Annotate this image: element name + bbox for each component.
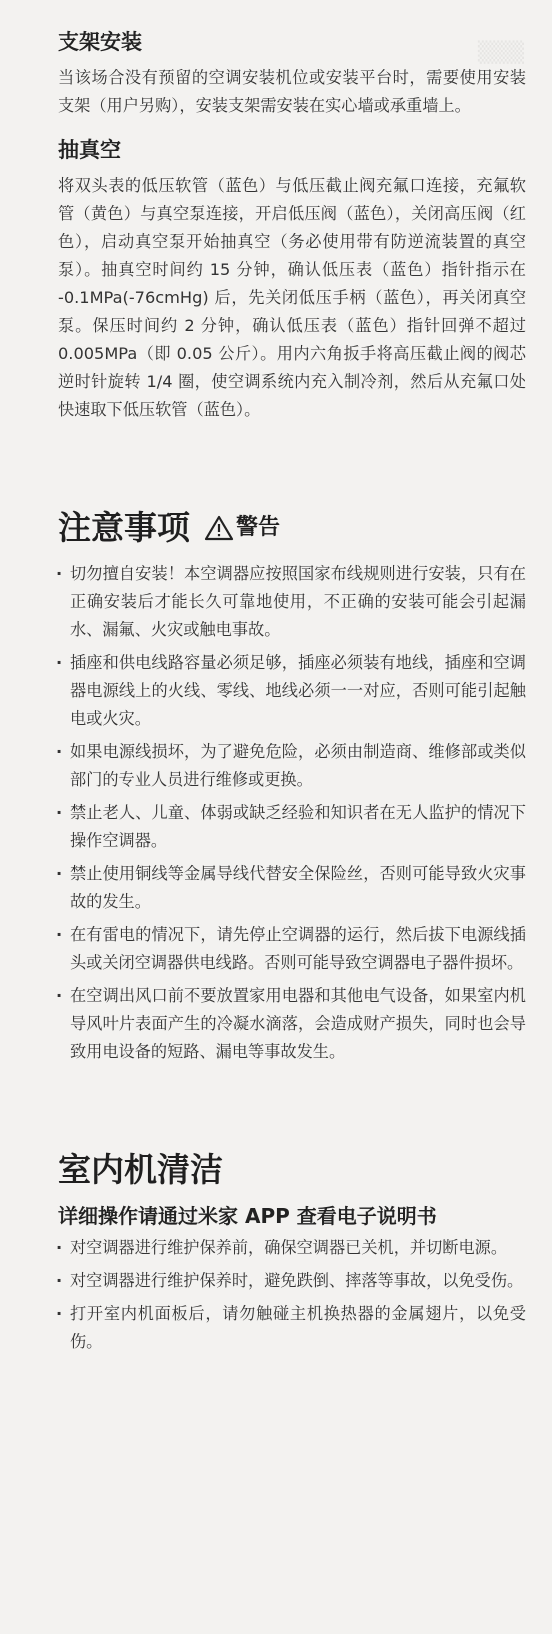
warning-triangle-icon: [204, 515, 234, 541]
list-item: · 对空调器进行维护保养前，确保空调器已关机，并切断电源。: [58, 1234, 526, 1262]
vacuum-section: [58, 136, 526, 424]
cleaning-section: [58, 1148, 526, 1356]
bracket-section: [58, 28, 526, 120]
cleaning-title: 室内机清洁: [58, 1150, 223, 1189]
bleed-through-text: ▒▒▒: [477, 40, 524, 64]
cleaning-subtitle: 详细操作请通过米家 APP 查看电子说明书: [58, 1204, 437, 1228]
bracket-text: 当该场合没有预留的空调安装机位或安装平台时，需要使用安装支架（用户另购），安装支架需安装在实心墙或承重墙上。: [58, 68, 526, 115]
precautions-list: [58, 560, 526, 1066]
list-item: · 在有雷电的情况下，请先停止空调器的运行，然后拔下电源线插头或关闭空调器供电线路。否则可能导致空调器电子器件损坏。: [58, 921, 526, 977]
cleaning-list: [58, 1234, 526, 1356]
list-item: · 禁止使用铜线等金属导线代替安全保险丝，否则可能导致火灾事故的发生。: [58, 860, 526, 916]
list-item: · 在空调出风口前不要放置家用电器和其他电气设备，如果室内机导风叶片表面产生的冷凝水滴落，会造成财产损失，同时也会导致用电设备的短路、漏电等事故发生。: [58, 982, 526, 1066]
bracket-title: 支架安装: [58, 30, 142, 54]
list-item: · 打开室内机面板后，请勿触碰主机换热器的金属翅片，以免受伤。: [58, 1300, 526, 1356]
precautions-heading: [58, 506, 526, 550]
list-item: · 禁止老人、儿童、体弱或缺乏经验和知识者在无人监护的情况下操作空调器。: [58, 799, 526, 855]
precautions-section: [58, 506, 526, 1066]
precautions-title: 注意事项: [58, 508, 190, 547]
vacuum-text: 将双头表的低压软管（蓝色）与低压截止阀充氟口连接，充氟软管（黄色）与真空泵连接，开启低压阀（蓝色），关闭高压阀（红色），启动真空泵开始抽真空（务必使用带有防逆流装置的真空泵）。抽真空时间约 15 分钟，确认低压表（蓝色）指针指示在 -0.1MPa(-76cmHg) 后，先关闭低压手柄（蓝色），再关闭真空泵。保压时间约 2 分钟，确认低压表（蓝色）指针回弹不超过 0.005MPa（即 0.05 公斤）。用内六角扳手将高压截止阀的阀芯逆时针旋转 1/4 圈，使空调系统内充入制冷剂，然后从充氟口处快速取下低压软管（蓝色）。: [58, 176, 526, 419]
warning-label: 警告: [236, 515, 281, 540]
list-item: · 切勿擅自安装！本空调器应按照国家布线规则进行安装，只有在正确安装后才能长久可靠地使用，不正确的安装可能会引起漏水、漏氟、火灾或触电事故。: [58, 560, 526, 644]
warning-badge: [204, 506, 280, 550]
list-item: · 如果电源线损坏，为了避免危险，必须由制造商、维修部或类似部门的专业人员进行维修或更换。: [58, 738, 526, 794]
list-item: · 对空调器进行维护保养时，避免跌倒、摔落等事故，以免受伤。: [58, 1267, 526, 1295]
vacuum-title: 抽真空: [58, 138, 121, 162]
list-item: · 插座和供电线路容量必须足够，插座必须装有地线，插座和空调器电源线上的火线、零线、地线必须一一对应，否则可能引起触电或火灾。: [58, 649, 526, 733]
